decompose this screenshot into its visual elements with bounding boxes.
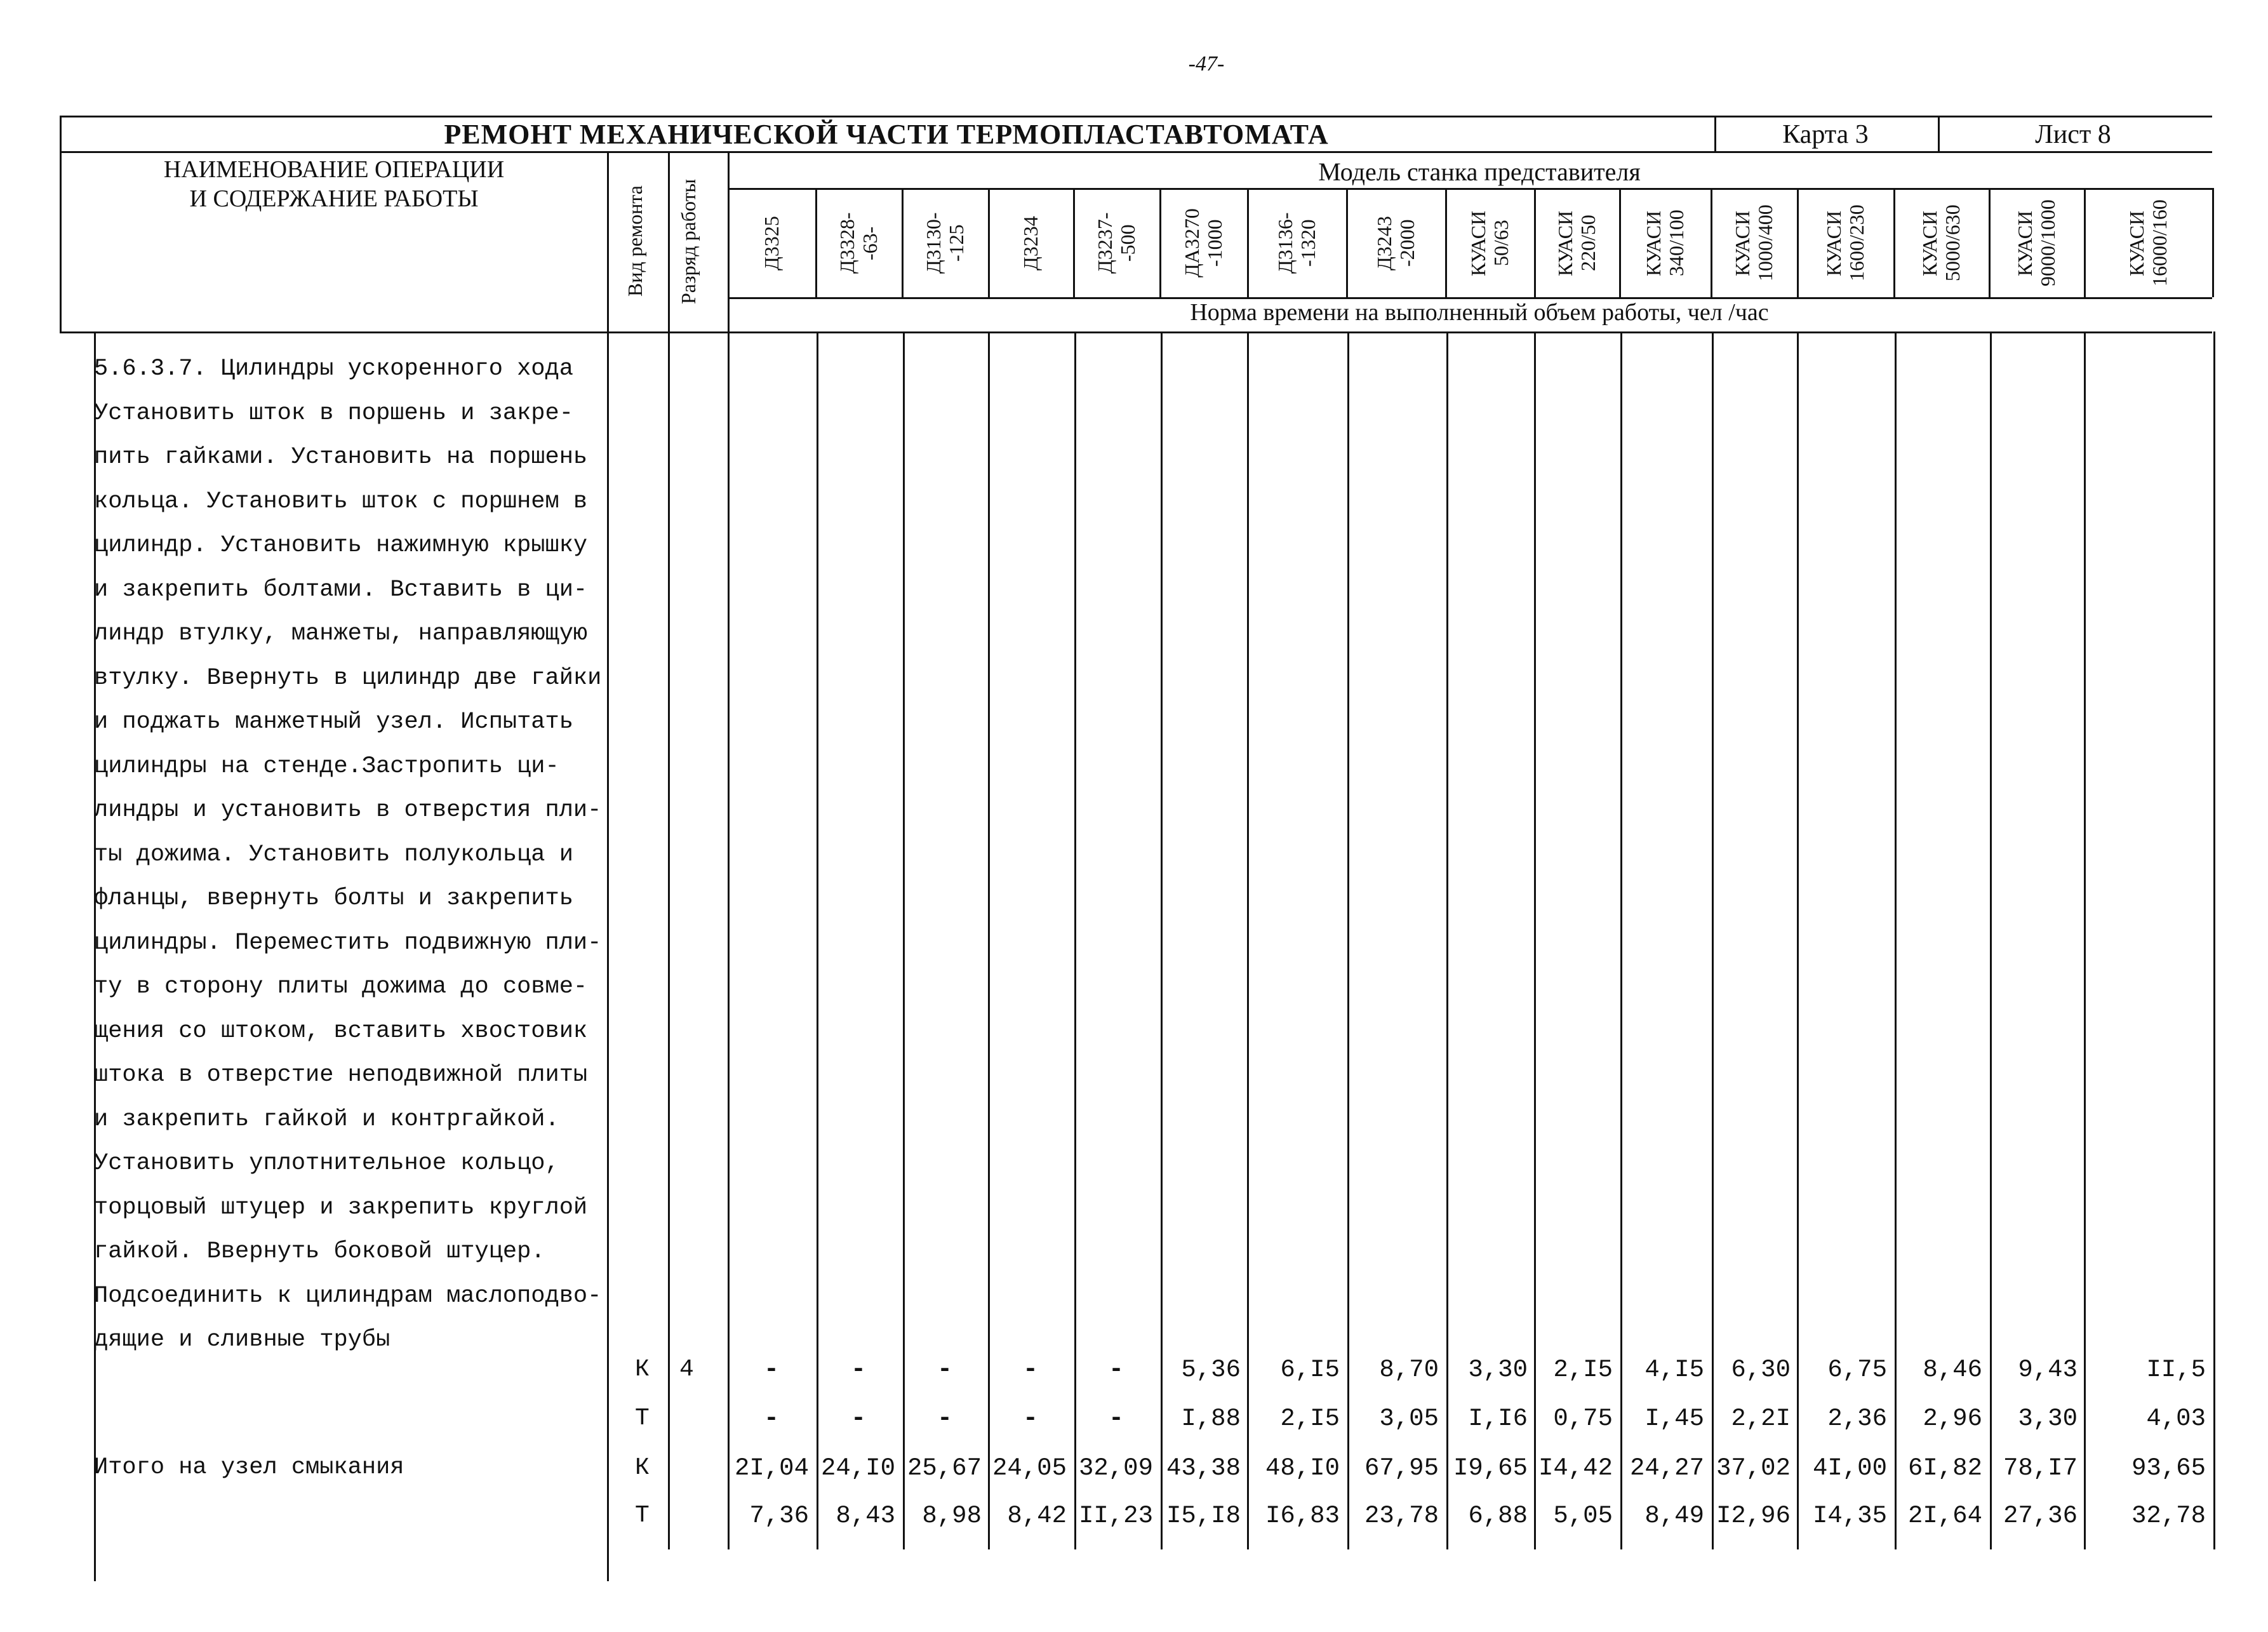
repair-type-cell: К [635,1454,650,1482]
description-line: втулку. Ввернуть в цилиндр две гайки [94,664,602,692]
model-name-line1: Д3243 [1373,216,1396,271]
model-header [1180,192,1226,295]
operation-header-line1: НАИМЕНОВАНИЕ ОПЕРАЦИИ [163,156,505,183]
model-name-line2: 340/100 [1665,210,1688,277]
model-header-divider [2212,188,2214,297]
model-name-line1: КУАСИ [1822,210,1845,276]
total-label: Итого на узел смыкания [94,1454,404,1481]
value-cell: 2I,64 [1907,1502,1982,1530]
value-cell: I,88 [1181,1405,1241,1433]
card-number: Карта 3 [1782,120,1869,149]
value-cell: 7,36 [749,1502,809,1530]
model-header [1554,192,1599,295]
value-cell: I,I6 [1468,1405,1528,1433]
value-cell: - [1108,1405,1124,1433]
model-header [1093,192,1139,295]
work-grade-cell: 4 [679,1356,694,1383]
value-cell: 6,I5 [1280,1356,1340,1384]
model-header [1467,192,1512,295]
value-cell: - [1022,1356,1038,1384]
model-name-line2: 16000/160 [2148,199,2171,287]
value-cell: 2,I5 [1280,1405,1340,1433]
operation-right-line [607,152,609,1581]
value-cell: I5,I8 [1166,1502,1241,1530]
document-title: РЕМОНТ МЕХАНИЧЕСКОЙ ЧАСТИ ТЕРМОПЛАСТАВТОМАТА [444,119,1329,150]
model-header [760,192,783,295]
model-header [922,192,968,295]
value-cell: 3,30 [2018,1405,2078,1433]
model-header [1731,192,1777,295]
model-name-line2: 5000/630 [1941,204,1964,282]
repair-type-cell: Т [635,1405,650,1432]
value-cell: 24,I0 [820,1454,895,1482]
header-title-bottom-line [60,151,2212,153]
model-header-divider [2084,188,2086,297]
model-header-divider [1346,188,1348,297]
model-header [1274,192,1319,295]
operation-header-line2: И СОДЕРЖАНИЕ РАБОТЫ [189,185,479,212]
value-cell: - [937,1356,952,1384]
description-line: цилиндр. Установить нажимную крышку [94,532,588,559]
value-cell: 25,67 [907,1454,982,1482]
value-cell: 8,98 [922,1502,982,1530]
value-cell: - [763,1356,779,1384]
description-line: цилиндры на стенде.Застропить ци- [94,752,559,780]
description-line: торцовый штуцер и закрепить круглой [94,1194,588,1221]
model-header-divider [1073,188,1075,297]
value-cell: 8,49 [1644,1502,1704,1530]
value-cell: 32,78 [2131,1502,2206,1530]
model-name-line2: 1600/230 [1845,204,1868,282]
model-name-line2: -1000 [1203,219,1226,267]
description-line: 5.6.3.7. Цилиндры ускоренного хода [94,356,573,382]
value-cell: 4,03 [2146,1405,2206,1433]
model-name-line1: Д3237- [1093,212,1116,274]
value-cell: 8,43 [836,1502,895,1530]
value-cell: I,45 [1644,1405,1704,1433]
header-top-line [60,116,2212,117]
value-cell: 5,05 [1553,1502,1613,1530]
value-cell: 2,I5 [1553,1356,1613,1384]
model-group-header: Модель станка представителя [1318,157,1641,186]
description-line: Установить шток в поршень и закре- [94,399,573,427]
model-header-divider [1797,188,1799,297]
model-name-line2: -63- [858,226,881,260]
value-cell: II,23 [1078,1502,1153,1530]
model-name-line2: -1320 [1297,219,1319,267]
value-cell: I6,83 [1265,1502,1340,1530]
model-name-line1: Д3325 [760,216,783,271]
header-bottom-line [60,331,2212,333]
description-line: линдры и установить в отверстия пли- [94,797,602,824]
description-line: фланцы, ввернуть болты и закрепить [94,885,573,912]
value-cell: 6,88 [1468,1502,1528,1530]
value-cell: I4,35 [1812,1502,1887,1530]
value-cell: 0,75 [1553,1405,1613,1433]
description-line: Подсоединить к цилиндрам маслоподво- [94,1282,602,1309]
description-line: кольца. Установить шток с поршнем в [94,488,588,515]
value-cell: 3,05 [1379,1405,1439,1433]
value-cell: 3,30 [1468,1356,1528,1384]
value-cell: 2I,04 [734,1454,809,1482]
model-name-line1: Д3328- [836,212,858,274]
model-header-divider [1247,188,1249,297]
model-name-line1: КУАСИ [1731,210,1754,276]
model-name-line1: КУАСИ [2013,210,2036,276]
value-cell: 24,05 [992,1454,1067,1482]
value-cell: 2,36 [1827,1405,1887,1433]
model-name-line1: КУАСИ [2125,210,2148,276]
value-cell: 23,78 [1364,1502,1439,1530]
model-header-divider [1711,188,1712,297]
value-cell: - [763,1405,779,1433]
model-name-line1: КУАСИ [1918,210,1941,276]
model-name-line1: Д3234 [1019,216,1042,271]
value-cell: 37,02 [1716,1454,1791,1482]
model-name-line1: Д3130- [922,212,945,274]
description-line: штока в отверстие неподвижной плиты [94,1062,588,1088]
repair-type-cell: К [635,1356,650,1383]
description-line: ты дожима. Установить полукольца и [94,841,573,868]
value-cell: 32,09 [1078,1454,1153,1482]
value-cell: - [850,1405,866,1433]
model-name-line2: 50/63 [1490,220,1512,267]
model-name-line1: КУАСИ [1467,210,1490,276]
model-header [1373,192,1418,295]
model-name-line2: -2000 [1396,219,1418,267]
model-header [1019,192,1042,295]
model-name-line2: 220/50 [1577,215,1599,272]
description-line: цилиндры. Переместить подвижную пли- [94,929,602,956]
value-cell: 4,I5 [1644,1356,1704,1384]
model-header-divider [1619,188,1621,297]
model-name-line2: 9000/1000 [2036,199,2059,287]
description-line: и закрепить гайкой и контргайкой. [94,1106,559,1133]
operation-left-line [94,331,96,1581]
description-line: щения со штоком, вставить хвостовик [94,1017,588,1045]
description-line: дящие и сливные трубы [94,1327,390,1353]
value-cell: I2,96 [1716,1502,1791,1530]
model-name-line1: ДА3270 [1180,208,1203,278]
value-cell: 6,30 [1731,1356,1791,1384]
value-cell: 2,96 [1923,1405,1982,1433]
model-header [2125,192,2171,295]
value-cell: 6,75 [1827,1356,1887,1384]
value-cell: - [1108,1356,1124,1384]
value-cell: 67,95 [1364,1454,1439,1482]
norm-group-header: Норма времени на выполненный объем работы, чел /час [1190,299,1769,326]
model-name-line1: Д3136- [1274,212,1297,274]
model-header-divider [902,188,904,297]
value-cell: - [850,1356,866,1384]
model-header-divider [988,188,990,297]
value-cell: 5,36 [1181,1356,1241,1384]
value-cell: I9,65 [1453,1454,1528,1482]
sheet-number: Лист 8 [2035,120,2111,149]
model-header [1822,192,1868,295]
operation-column-header [61,155,607,213]
value-cell: 4I,00 [1812,1454,1887,1482]
repair-type-cell: Т [635,1502,650,1529]
value-cell: 93,65 [2131,1454,2206,1482]
repair-type-header: Вид ремонта [624,185,646,297]
model-name-line2: 1000/400 [1754,204,1777,282]
model-header-divider [1159,188,1161,297]
value-cell: 24,27 [1629,1454,1704,1482]
value-cell: II,5 [2146,1356,2206,1384]
model-header-divider [1893,188,1895,297]
value-cell: 2,2I [1731,1405,1791,1433]
description-line: и поджать манжетный узел. Испытать [94,709,573,735]
description-line: гайкой. Ввернуть боковой штуцер. [94,1238,545,1265]
value-cell: - [937,1405,952,1433]
model-header-divider [815,188,817,297]
description-line: Установить уплотнительное кольцо, [94,1150,559,1177]
value-cell: 27,36 [2003,1502,2078,1530]
value-cell: - [1022,1405,1038,1433]
model-header [836,192,881,295]
value-cell: 8,42 [1007,1502,1067,1530]
value-cell: I4,42 [1538,1454,1613,1482]
model-header-divider [1445,188,1447,297]
page-number: -47- [1188,52,1225,76]
value-cell: 6I,82 [1907,1454,1982,1482]
value-cell: 8,46 [1923,1356,1982,1384]
model-column-divider [2213,331,2215,1549]
description-line: пить гайками. Установить на поршень [94,444,588,471]
model-name-line2: -500 [1116,224,1139,262]
model-header [2013,192,2059,295]
description-line: линдр втулку, манжеты, направляющую [94,620,588,647]
model-name-line1: КУАСИ [1642,210,1665,276]
model-name-line1: КУАСИ [1554,210,1577,276]
model-header [1918,192,1964,295]
value-cell: 8,70 [1379,1356,1439,1384]
model-header-divider [1534,188,1536,297]
description-line: ту в сторону плиты дожима до совме- [94,973,588,1000]
model-name-line2: -125 [945,224,968,262]
model-header-divider [1989,188,1991,297]
value-cell: 43,38 [1166,1454,1241,1482]
model-header [1642,192,1688,295]
work-grade-header: Разряд работы [677,178,700,304]
description-line: и закрепить болтами. Вставить в ци- [94,576,588,603]
value-cell: 48,I0 [1265,1454,1340,1482]
type-right-line [668,152,670,1549]
value-cell: 9,43 [2018,1356,2078,1384]
value-cell: 78,I7 [2003,1454,2078,1482]
